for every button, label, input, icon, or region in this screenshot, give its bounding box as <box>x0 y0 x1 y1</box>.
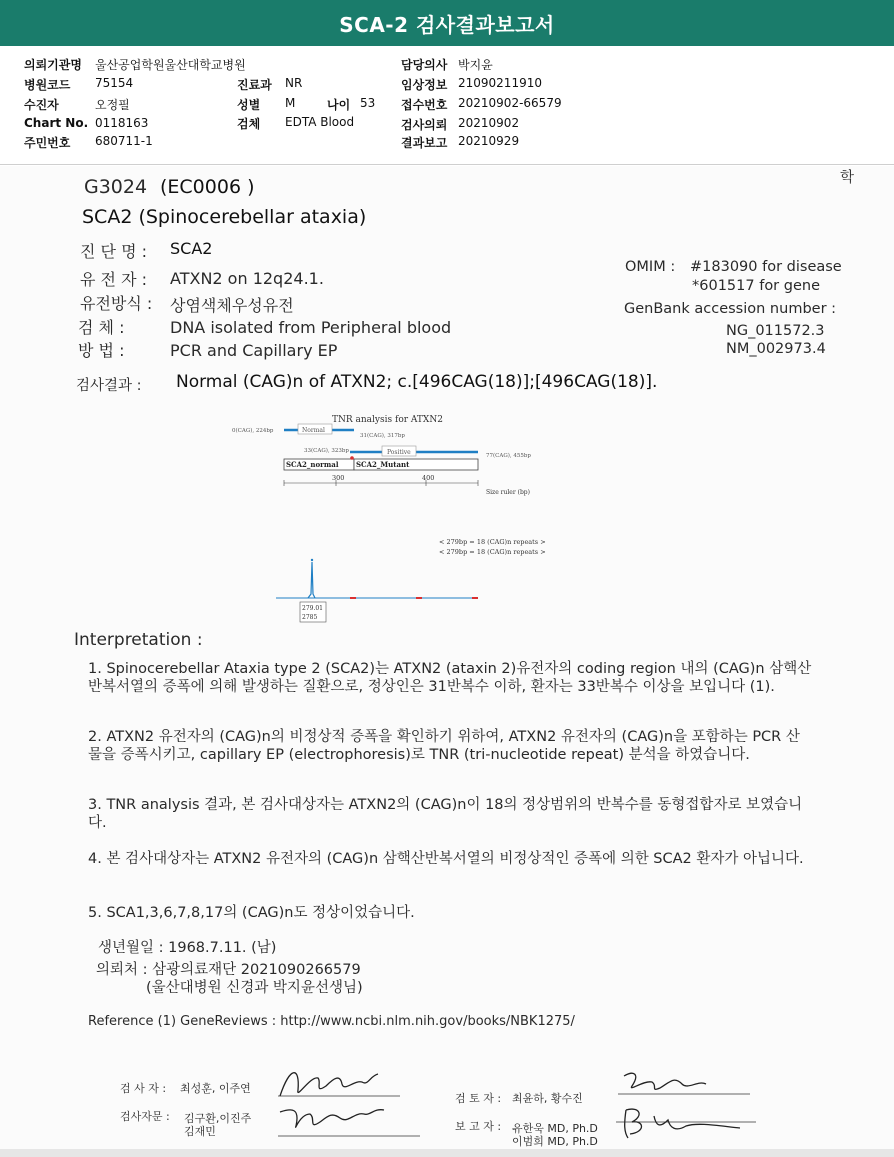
figure-title: TNR analysis for ATXN2 <box>332 415 443 425</box>
omim-disease: #183090 for disease <box>690 259 842 275</box>
hospital-code-value: 75154 <box>95 76 134 90</box>
positive-box-label: Positive <box>387 449 411 456</box>
hospital-code-label: 병원코드 <box>24 78 71 92</box>
dept-label: 진료과 <box>237 78 272 92</box>
interpretation-item-4: 4. 본 검사대상자는 ATXN2 유전자의 (CAG)n 삼핵산반복서열의 비정상적인 증폭에 의한 SCA2 환자가 아닙니다. <box>88 851 804 867</box>
normal-right-label: 31(CAG), 317bp <box>360 433 405 439</box>
reviewer-label: 검 토 자 : <box>455 1092 502 1105</box>
specimen-label: 검체 <box>237 117 261 131</box>
peak-label-2: 2785 <box>302 614 318 621</box>
field-value-diagnosis: SCA2 <box>170 239 213 258</box>
result-value: Normal (CAG)n of ATXN2; c.[496CAG(18)];[496CAG(18)]. <box>176 372 658 392</box>
omim-label: OMIM : <box>625 259 676 275</box>
doctor-label: 담당의사 <box>401 58 448 72</box>
top-right-fragment: 학 <box>840 170 855 186</box>
reference: Reference (1) GeneReviews : http://www.ncbi.nlm.nih.gov/books/NBK1275/ <box>88 1014 575 1029</box>
tester-label: 검 사 자 : <box>120 1082 167 1095</box>
header-divider <box>0 164 894 165</box>
test-name: SCA2 (Spinocerebellar ataxia) <box>82 206 367 228</box>
field-value-method: PCR and Capillary EP <box>170 341 338 360</box>
clinical-label: 임상정보 <box>401 78 448 92</box>
reporter-name-2: 이범희 MD, Ph.D <box>512 1135 598 1148</box>
field-label-inheritance: 유전방식 : <box>80 294 153 313</box>
patient-label: 수진자 <box>24 98 59 112</box>
signature-tester <box>280 1073 378 1096</box>
sex-label: 성별 <box>237 98 261 112</box>
genbank-ng: NG_011572.3 <box>726 323 825 339</box>
report-date-label: 결과보고 <box>401 136 448 150</box>
normal-left-label: 0(CAG), 224bp <box>232 428 274 434</box>
interpretation-item-1: 1. Spinocerebellar Ataxia type 2 (SCA2)는 ATXN2 (ataxin 2)유전자의 coding region 내의 (CAG)n 삼핵산 반복서열의 증폭에 의해 발생하는 질환으로, 정상인은 31반복수 이하, 환자는 33반복수 이상을 보입니다 (1). <box>88 661 812 695</box>
chart-no-value: 0118163 <box>95 116 149 130</box>
sca2-mutant-label: SCA2_Mutant <box>356 460 410 469</box>
patient-dob: 생년월일 : 1968.7.11. (남) <box>98 940 277 956</box>
result-label: 검사결과 : <box>76 378 142 394</box>
field-value-gene: ATXN2 on 12q24.1. <box>170 269 324 288</box>
interpretation-heading: Interpretation : <box>74 630 203 650</box>
positive-left-label: 33(CAG), 323bp <box>304 448 349 454</box>
field-label-diagnosis: 진 단 명 : <box>80 242 148 261</box>
signature-scribbles-left <box>270 1056 420 1146</box>
age-label: 나이 <box>327 98 351 112</box>
genbank-label: GenBank accession number : <box>624 301 837 317</box>
signature-advisor <box>280 1110 384 1128</box>
ruler-label: Size ruler (bp) <box>486 489 530 496</box>
peak-279 <box>308 562 315 598</box>
tester-names: 최성훈, 이주연 <box>180 1082 251 1095</box>
interpretation-item-3: 3. TNR analysis 결과, 본 검사대상자는 ATXN2의 (CAG)n이 18의 정상범위의 반복수를 동형접합자로 보였습니다. <box>88 797 803 831</box>
genbank-nm: NM_002973.4 <box>726 341 826 357</box>
test-code: G3024 <box>84 176 148 198</box>
doctor-value: 박지윤 <box>458 58 493 72</box>
patient-value: 오정필 <box>95 98 130 112</box>
field-label-specimen: 검 체 : <box>78 318 125 337</box>
sex-value: M <box>285 96 296 110</box>
normal-box-label: Normal <box>302 427 325 434</box>
field-value-inheritance: 상염색체우성유전 <box>170 296 294 315</box>
signature-scribbles-right <box>610 1066 760 1148</box>
dept-value: NR <box>285 76 303 90</box>
report-header <box>0 52 894 164</box>
tick-400: 400 <box>422 474 435 482</box>
peak-label-1: 279.01 <box>302 605 323 612</box>
boundary-marker <box>350 456 354 460</box>
footer-bar <box>0 1149 894 1157</box>
ec-code: (EC0006 ) <box>160 176 255 198</box>
positive-right-label: 77(CAG), 455bp <box>486 453 531 459</box>
report-date-value: 20210929 <box>458 134 520 148</box>
institution-label: 의뢰기관명 <box>24 58 82 72</box>
tnr-figure <box>220 408 560 621</box>
peak-top <box>311 559 313 561</box>
tick-300: 300 <box>332 474 345 482</box>
clinical-value: 21090211910 <box>458 76 542 90</box>
omim-gene: *601517 for gene <box>692 278 820 294</box>
chart-no-label: Chart No. <box>24 116 89 130</box>
signature-reviewer <box>624 1073 706 1089</box>
rrn-value: 680711-1 <box>95 134 153 148</box>
age-value: 53 <box>360 96 376 110</box>
signature-reporter <box>625 1109 740 1138</box>
patient-referrer: 의뢰처 : 삼광의료재단 2021090266579 <box>96 962 361 978</box>
interpretation-item-2: 2. ATXN2 유전자의 (CAG)n의 비정상적 증폭을 확인하기 위하여, ATXN2 유전자의 (CAG)n을 포함하는 PCR 산물을 증폭시키고, capillary EP (electrophoresis)로 TNR (tri-nucleotide repeat) 분석을 하였습니다. <box>88 729 800 763</box>
scanned-report <box>0 166 894 1149</box>
field-value-specimen: DNA isolated from Peripheral blood <box>170 318 452 337</box>
reporter-name-1: 유한욱 MD, Ph.D <box>512 1122 598 1135</box>
institution-value: 울산공업학원울산대학교병원 <box>95 58 246 72</box>
advisor-names: 김구환,이진주 <box>184 1112 252 1125</box>
repeat-line-1: < 279bp = 18 (CAG)n repeats > <box>439 538 546 546</box>
receipt-label: 접수번호 <box>401 98 448 112</box>
interpretation-item-5: 5. SCA1,3,6,7,8,17의 (CAG)n도 정상이었습니다. <box>88 905 415 921</box>
field-label-gene: 유 전 자 : <box>80 270 148 289</box>
request-label: 검사의뢰 <box>401 118 448 132</box>
receipt-value: 20210902-66579 <box>458 96 562 110</box>
advisor-names-2: 김재민 <box>184 1125 216 1138</box>
specimen-value: EDTA Blood <box>285 115 355 129</box>
sca2-normal-label: SCA2_normal <box>286 460 339 469</box>
reviewer-names: 최윤하, 황수진 <box>512 1092 583 1105</box>
field-label-method: 방 법 : <box>78 341 125 360</box>
repeat-line-2: < 279bp = 18 (CAG)n repeats > <box>439 548 546 556</box>
request-value: 20210902 <box>458 116 520 130</box>
advisor-label: 검사자문 : <box>120 1110 170 1123</box>
reporter-label: 보 고 자 : <box>455 1120 502 1133</box>
report-title: SCA-2 검사결과보고서 <box>0 0 894 46</box>
rrn-label: 주민번호 <box>24 136 71 150</box>
patient-referrer-detail: (울산대병원 신경과 박지윤선생님) <box>146 980 363 996</box>
